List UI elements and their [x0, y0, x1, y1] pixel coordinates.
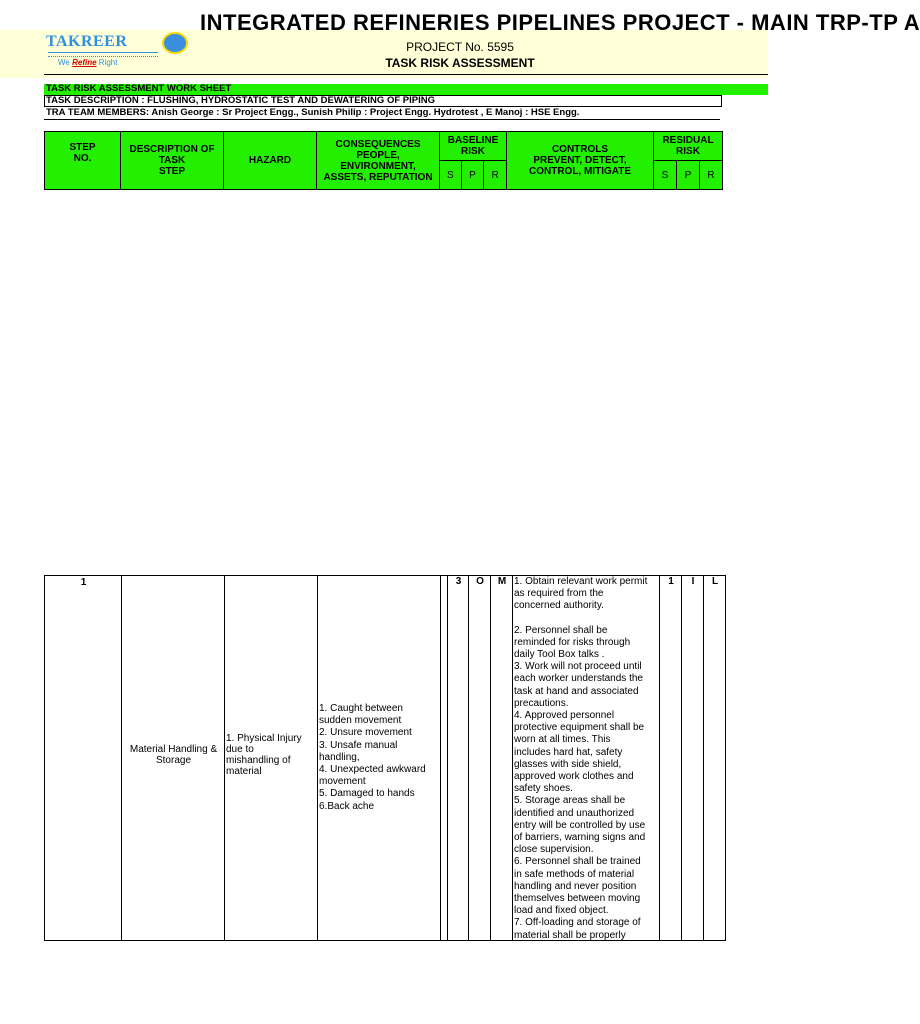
- control-line: daily Tool Box talks .: [514, 649, 605, 661]
- control-line: in safe methods of material: [514, 868, 635, 880]
- col-residual-risk: RESIDUAL RISK: [654, 132, 723, 161]
- col-baseline-risk: BASELINE RISK: [440, 132, 507, 161]
- document-title: TASK RISK ASSESSMENT: [385, 56, 535, 70]
- control-line: as required from the: [514, 588, 604, 600]
- control-line: close supervision.: [514, 844, 594, 856]
- baseline-r-cell: M: [491, 576, 513, 941]
- control-line: identified and unauthorized: [514, 807, 635, 819]
- step-cell: 1: [45, 576, 122, 941]
- control-line: task at hand and associated: [514, 685, 639, 697]
- hazard-cell: 1. Physical Injury due to mishandling of material: [225, 576, 318, 941]
- logo-tagline: We Refine Right: [58, 58, 118, 67]
- col-consequences: CONSEQUENCES PEOPLE, ENVIRONMENT, ASSETS, REPUTATION: [317, 132, 440, 190]
- control-line: 5. Storage areas shall be: [514, 795, 626, 807]
- control-line: themselves between moving: [514, 893, 641, 905]
- control-line: approved work clothes and: [514, 771, 634, 783]
- control-line: 4. Approved personnel: [514, 710, 615, 722]
- control-line: of barriers, warning signs and: [514, 832, 646, 844]
- residual-r-cell: L: [704, 576, 726, 941]
- control-line: 2. Personnel shall be: [514, 624, 608, 636]
- team-members: TRA TEAM MEMBERS: Anish George : Sr Project Engg., Sunish Philip : Project Engg. Hydrotest , E Manoj : HSE Engg.: [46, 107, 580, 118]
- task-description: TASK DESCRIPTION : FLUSHING, HYDROSTATIC TEST AND DEWATERING OF PIPING: [46, 95, 435, 106]
- risk-table: [44, 575, 726, 941]
- consequences-cell: 1. Caught between sudden movement 2. Unsure movement 3. Unsafe manual handling, 4. Unexpected awkward movement 5. Damaged to hands 6.Back ache: [318, 576, 441, 941]
- residual-p-cell: I: [682, 576, 704, 941]
- control-line: reminded for risks through: [514, 636, 631, 648]
- logo-emblem-icon: [162, 32, 188, 54]
- control-line: [514, 613, 659, 625]
- divider: [44, 119, 720, 120]
- control-line: protective equipment shall be: [514, 722, 645, 734]
- column-header-table: [44, 131, 723, 190]
- baseline-r-header: R: [484, 161, 507, 190]
- description-cell: Material Handling & Storage: [122, 576, 225, 941]
- control-line: handling and never position: [514, 880, 637, 892]
- residual-p-header: P: [677, 161, 700, 190]
- baseline-s-header: S: [440, 161, 462, 190]
- control-line: glasses with side shield,: [514, 758, 622, 770]
- control-line: entry will be controlled by use: [514, 819, 646, 831]
- col-controls: CONTROLS PREVENT, DETECT, CONTROL, MITIGATE: [507, 132, 654, 190]
- control-line: 1. Obtain relevant work permit: [514, 576, 648, 587]
- controls-cell: [513, 576, 660, 941]
- baseline-p-header: P: [461, 161, 484, 190]
- control-line: includes hard hat, safety: [514, 746, 623, 758]
- control-line: worn at all times. This: [514, 734, 611, 746]
- worksheet-label: TASK RISK ASSESSMENT WORK SHEET: [46, 83, 232, 94]
- control-line: load and fixed object.: [514, 905, 609, 917]
- residual-s-cell: 1: [660, 576, 682, 941]
- logo-wordmark: TAKREER: [46, 33, 128, 50]
- control-line: material shall be properly: [514, 929, 626, 941]
- baseline-s-cell: 3: [448, 576, 469, 941]
- logo-arabic-script: [48, 52, 158, 57]
- table-row: [45, 576, 726, 941]
- control-line: safety shoes.: [514, 783, 573, 795]
- control-line: each worker understands the: [514, 673, 643, 685]
- takreer-logo: [44, 30, 206, 70]
- col-description: DESCRIPTION OF TASK STEP: [121, 132, 224, 190]
- control-line: 6. Personnel shall be trained: [514, 856, 641, 868]
- control-line: 3. Work will not proceed until: [514, 661, 642, 673]
- project-number: PROJECT No. 5595: [406, 40, 514, 54]
- divider: [44, 74, 768, 75]
- banner-title: INTEGRATED REFINERIES PIPELINES PROJECT - MAIN TRP-TP A: [200, 10, 920, 35]
- control-line: precautions.: [514, 697, 569, 709]
- residual-r-header: R: [700, 161, 723, 190]
- col-step-no: STEP NO.: [45, 132, 121, 190]
- residual-s-header: S: [654, 161, 677, 190]
- baseline-p-cell: O: [469, 576, 491, 941]
- control-line: 7. Off-loading and storage of: [514, 917, 641, 929]
- col-hazard: HAZARD: [224, 132, 317, 190]
- spacer-cell: [441, 576, 448, 941]
- control-line: concerned authority.: [514, 600, 604, 612]
